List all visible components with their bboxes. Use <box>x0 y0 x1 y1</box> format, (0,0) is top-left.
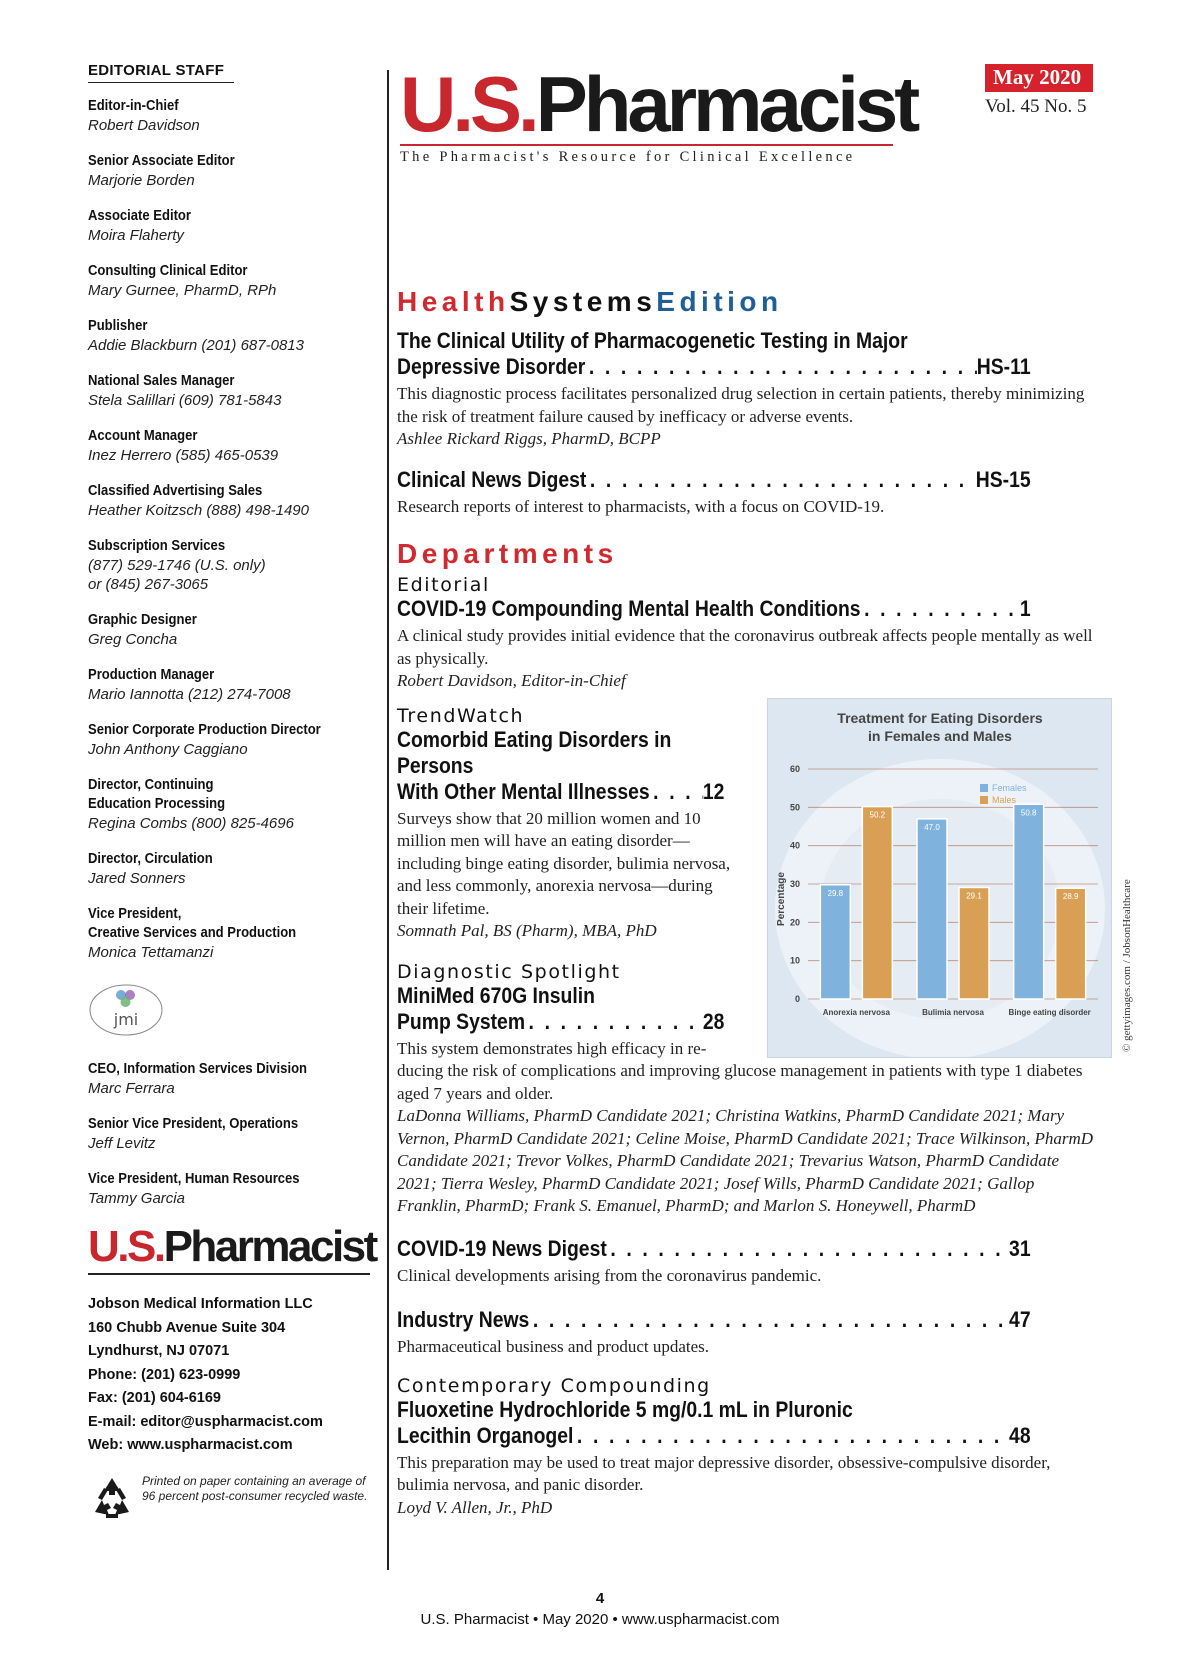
staff-role: Subscription Services <box>88 538 226 554</box>
contact-address2: Lyndhurst, NJ 07071 <box>88 1343 230 1359</box>
staff-entry <box>88 905 370 962</box>
staff-role: Education Processing <box>88 796 226 812</box>
chart-y-tick-label: 40 <box>789 840 800 851</box>
staff-entry <box>88 1060 370 1098</box>
toc-entry-description: Clinical developments arising from the coronavirus pandemic. <box>397 1265 822 1285</box>
jmi-logo <box>88 983 164 1037</box>
staff-name: Greg Concha <box>88 631 178 648</box>
toc-entry-title-row <box>397 1236 1031 1262</box>
chart-bar-females <box>1014 804 1044 999</box>
staff-entry <box>88 666 370 704</box>
toc-entry-title-row <box>397 1009 724 1035</box>
dot-leader <box>650 779 703 805</box>
recycle-text: Printed on paper containing an average of 96 percent post-consumer recycled waste. <box>142 1473 368 1503</box>
column-divider <box>387 70 389 1570</box>
photo-credit: © gettyimages.com / JobsonHealthcare <box>1121 879 1133 1052</box>
staff-name: (877) 529-1746 (U.S. only) <box>88 557 266 574</box>
toc-entry-title-row <box>397 467 1031 493</box>
chart-legend-swatch <box>980 784 988 792</box>
staff-name: John Anthony Caggiano <box>88 741 248 758</box>
page-number: 4 <box>595 1590 605 1607</box>
toc-entry-title: Comorbid Eating Disorders in Persons <box>397 726 672 778</box>
staff-list <box>88 97 370 962</box>
toc-entry-title: Depressive Disorder <box>397 354 586 379</box>
contact-fax: Fax: (201) 604-6169 <box>88 1390 221 1406</box>
left-logo-rule <box>88 1273 370 1275</box>
dot-leader <box>529 1307 1009 1333</box>
toc-entry-pharmacogenetic[interactable] <box>397 328 1097 451</box>
chart-data-label: 29.8 <box>827 888 844 898</box>
staff-name: Mary Gurnee, PharmD, RPh <box>88 282 277 299</box>
chart-bar-males <box>1056 888 1086 999</box>
staff-list-after-logo <box>88 1060 370 1208</box>
toc-entry-title-row <box>397 1307 1031 1333</box>
staff-role: Vice President, <box>88 906 182 922</box>
chart-y-axis-label: Percentage <box>776 872 787 926</box>
toc-entry-title-row <box>397 354 1031 380</box>
left-logo-name: Pharmacist <box>163 1222 376 1271</box>
staff-role: Account Manager <box>88 428 198 444</box>
staff-role: Director, Circulation <box>88 851 213 867</box>
staff-entry <box>88 427 370 465</box>
contact-email[interactable]: E-mail: editor@uspharmacist.com <box>88 1413 323 1430</box>
contact-address1: 160 Chubb Avenue Suite 304 <box>88 1319 286 1336</box>
toc-entry-clinical-news[interactable] <box>397 467 1097 519</box>
toc-entry-title: MiniMed 670G Insulin <box>397 982 595 1008</box>
staff-entry <box>88 850 370 888</box>
contact-phone: Phone: (201) 623-0999 <box>88 1366 241 1383</box>
toc-entry-editorial[interactable] <box>397 574 1097 693</box>
toc-kicker: Contemporary Compounding <box>397 1374 711 1397</box>
toc-entry-title: With Other Mental Illnesses <box>397 778 650 804</box>
issue-date-badge: May 2020 <box>985 64 1093 92</box>
health-systems-heading <box>397 286 1097 318</box>
staff-entry <box>88 262 370 300</box>
heading-word-systems: Systems <box>509 286 657 317</box>
chart-bar-males <box>959 887 989 999</box>
staff-role: National Sales Manager <box>88 373 235 389</box>
toc-entry-title: Industry News <box>397 1307 530 1332</box>
chart-category-label: Binge eating disorder <box>1008 1008 1091 1017</box>
staff-entry <box>88 97 370 135</box>
chart-category-label: Anorexia nervosa <box>822 1008 890 1017</box>
toc-entry-title-row <box>397 596 1031 622</box>
chart-y-tick-label: 20 <box>789 917 800 928</box>
dot-leader <box>573 1423 1009 1449</box>
toc-entry-byline: Robert Davidson, Editor-in-Chief <box>397 671 626 690</box>
dot-leader <box>585 354 976 380</box>
toc-page-number: HS-15 <box>975 466 1031 492</box>
chart-y-tick-label: 30 <box>789 879 800 889</box>
staff-role: Graphic Designer <box>88 612 197 628</box>
masthead <box>400 60 917 166</box>
heading-word-health: Health <box>397 286 510 317</box>
masthead-name: Pharmacist <box>535 60 917 148</box>
chart-y-tick-label: 50 <box>789 802 800 813</box>
chart-legend-swatch <box>980 796 988 804</box>
toc-entry-title: Clinical News Digest <box>397 466 587 492</box>
toc-page-number: 31 <box>1009 1235 1031 1261</box>
toc-entry-byline: Loyd V. Allen, Jr., PhD <box>397 1497 553 1517</box>
staff-role: Creative Services and Production <box>88 925 297 941</box>
dot-leader <box>861 596 1020 622</box>
left-logo <box>88 1222 376 1271</box>
contact-company: Jobson Medical Information LLC <box>88 1296 313 1312</box>
toc-entry-description: This diagnostic process facilitates personalized drug selection in certain patients, thereby minimizing the risk of treatment failure caused by inefficacy or adverse events. <box>397 384 1085 426</box>
toc-entry-title: COVID-19 Compounding Mental Health Conditions <box>397 596 861 621</box>
chart-svg <box>768 699 1111 1057</box>
dot-leader <box>607 1236 1009 1262</box>
masthead-tagline: The Pharmacist's Resource for Clinical Excellence <box>400 149 856 165</box>
toc-entry-description-cont: ducing the risk of complications and improving glucose management in patients with type 1 diabetes aged 7 years and older. <box>397 1061 1083 1103</box>
toc-entry-description: Research reports of interest to pharmacists, with a focus on COVID-19. <box>397 496 885 516</box>
toc-entry-title: Fluoxetine Hydrochloride 5 mg/0.1 mL in Pluronic <box>397 1396 853 1422</box>
staff-role: CEO, Information Services Division <box>88 1061 308 1077</box>
staff-entry <box>88 721 370 759</box>
chart-title-line1: Treatment for Eating Disorders <box>837 710 1043 726</box>
chart-category-label: Bulimia nervosa <box>922 1008 984 1017</box>
toc-entry-title: COVID-19 News Digest <box>397 1235 607 1261</box>
staff-name: Mario Iannotta (212) 274-7008 <box>88 686 291 703</box>
staff-name: Moira Flaherty <box>88 227 184 244</box>
toc-page-number: 48 <box>1009 1422 1031 1448</box>
chart-bar-females <box>917 819 947 999</box>
toc-kicker: TrendWatch <box>397 704 525 727</box>
jmi-logo-text: jmi <box>113 1010 139 1029</box>
staff-role: Production Manager <box>88 667 215 683</box>
staff-role: Publisher <box>88 318 148 334</box>
toc-kicker: Editorial <box>397 574 490 596</box>
departments-heading: Departments <box>397 538 618 569</box>
staff-role: Senior Vice President, Operations <box>88 1116 299 1132</box>
toc-page-number: 12 <box>702 778 725 804</box>
toc-entry-description: This preparation may be used to treat major depressive disorder, obsessive-compulsive disorder, bulimia nervosa, and panic disorder. <box>397 1452 1051 1494</box>
masthead-logo <box>400 60 917 148</box>
staff-name: Jeff Levitz <box>88 1135 156 1152</box>
chart-data-label: 50.8 <box>1020 808 1037 818</box>
staff-role: Associate Editor <box>88 208 191 224</box>
chart-legend-label: Males <box>992 795 1017 805</box>
masthead-us: U.S. <box>400 60 536 148</box>
chart-y-tick-label: 60 <box>789 764 800 774</box>
toc-entry-description: Pharmaceutical business and product updates. <box>397 1337 710 1356</box>
staff-name: Stela Salillari (609) 781-5843 <box>88 392 282 409</box>
toc-page-number: 1 <box>1019 596 1031 621</box>
toc-page-number: 28 <box>702 1008 725 1034</box>
staff-entry <box>88 372 370 410</box>
heading-word-edition: Edition <box>656 286 783 317</box>
staff-name: or (845) 267-3065 <box>88 576 209 593</box>
staff-entry <box>88 207 370 245</box>
toc-entry-industry-news[interactable] <box>397 1307 1097 1359</box>
chart-data-label: 29.1 <box>966 891 982 901</box>
toc-entry-title-row <box>397 1423 1031 1449</box>
staff-entry <box>88 611 370 649</box>
toc-page-number: HS-11 <box>976 354 1031 379</box>
staff-entry <box>88 317 370 355</box>
toc-entry-description: This system demonstrates high efficacy in re- <box>397 1038 707 1058</box>
staff-name: Inez Herrero (585) 465-0539 <box>88 447 279 464</box>
chart-y-tick-label: 10 <box>789 955 800 966</box>
toc-entry-title-row <box>397 779 724 805</box>
toc-kicker: Diagnostic Spotlight <box>397 960 621 983</box>
staff-entry <box>88 152 370 190</box>
dot-leader <box>525 1009 703 1035</box>
staff-name: Jared Sonners <box>88 870 186 887</box>
eating-disorders-chart <box>767 698 1112 1058</box>
staff-column <box>88 62 376 1522</box>
staff-entry <box>88 482 370 520</box>
toc-entry-title: The Clinical Utility of Pharmacogenetic Testing in Major <box>397 328 908 353</box>
staff-name: Robert Davidson <box>88 117 200 134</box>
toc-entry-covid-digest[interactable] <box>397 1236 1097 1288</box>
toc-entry-description: A clinical study provides initial evidence that the coronavirus outbreak affects people mentally as well as physically. <box>397 626 1093 668</box>
dot-leader <box>586 467 975 493</box>
staff-name: Marc Ferrara <box>88 1080 175 1097</box>
contact-web[interactable]: Web: www.uspharmacist.com <box>88 1437 293 1453</box>
chart-bar-males <box>862 807 892 999</box>
staff-role: Consulting Clinical Editor <box>88 263 248 279</box>
toc-entry-title: Lecithin Organogel <box>397 1422 574 1448</box>
footer-line: U.S. Pharmacist • May 2020 • www.uspharmacist.com <box>420 1611 780 1628</box>
staff-role: Senior Corporate Production Director <box>88 722 321 738</box>
staff-role: Classified Advertising Sales <box>88 483 263 499</box>
toc-entry-compounding[interactable] <box>397 1375 1097 1520</box>
staff-entry <box>88 1170 370 1208</box>
chart-y-tick-label: 0 <box>794 994 800 1004</box>
issue-info <box>985 64 1093 118</box>
toc-entry-trendwatch[interactable] <box>397 705 737 943</box>
toc-entry-description: Surveys show that 20 million women and 10 million men will have an eating disorder—including binge eating disorder, bulimia nervosa, and less commonly, anorexia nervosa—during their lifetime. <box>397 808 731 918</box>
staff-entry <box>88 776 370 833</box>
staff-name: Heather Koitzsch (888) 498-1490 <box>88 502 309 519</box>
staff-name: Tammy Garcia <box>88 1190 185 1207</box>
staff-entry <box>88 537 370 594</box>
toc-entry-byline: Somnath Pal, BS (Pharm), MBA, PhD <box>397 921 657 940</box>
issue-volume: Vol. 45 No. 5 <box>985 96 1087 117</box>
toc-entry-title: Pump System <box>397 1008 526 1034</box>
staff-role: Director, Continuing <box>88 777 214 793</box>
toc-entry-byline: LaDonna Williams, PharmD Candidate 2021; Christina Watkins, PharmD Candidate 2021; Mary Vernon, PharmD Candidate 2021; Celine Moise, PharmD Candidate 2021; Trace Wilkinson, PharmD Candidate 2021; Trevor Volkes, PharmD Candidate 2021; Trevarius Watson, PharmD Candidate 2021; Tierra Wesley, PharmD Candidate 2021; Josef Wills, PharmD Candidate 2021; Gallop Franklin, PharmD; Frank S. Emanuel, PharmD; and Marlon S. Honeywell, PharmD <box>397 1106 1094 1215</box>
chart-legend-label: Females <box>992 783 1027 793</box>
chart-data-label: 28.9 <box>1062 892 1079 902</box>
staff-heading: EDITORIAL STAFF <box>88 62 234 83</box>
chart-title-line2: in Females and Males <box>868 728 1012 744</box>
toc-page-number: 47 <box>1009 1307 1031 1332</box>
staff-name: Regina Combs (800) 825-4696 <box>88 815 294 832</box>
staff-role: Editor-in-Chief <box>88 98 179 114</box>
left-logo-us: U.S. <box>88 1222 164 1271</box>
chart-data-label: 47.0 <box>924 822 940 832</box>
staff-role: Senior Associate Editor <box>88 153 235 169</box>
chart-bar-females <box>820 885 850 999</box>
page-footer <box>380 1590 820 1628</box>
staff-name: Monica Tettamanzi <box>88 944 214 961</box>
recycle-note <box>88 1474 370 1522</box>
recycle-icon <box>88 1474 136 1522</box>
staff-entry <box>88 1115 370 1153</box>
staff-name: Addie Blackburn (201) 687-0813 <box>88 337 304 354</box>
toc-entry-byline: Ashlee Rickard Riggs, PharmD, BCPP <box>397 429 661 448</box>
staff-role: Vice President, Human Resources <box>88 1171 300 1187</box>
chart-data-label: 50.2 <box>869 810 886 820</box>
staff-name: Marjorie Borden <box>88 172 195 189</box>
